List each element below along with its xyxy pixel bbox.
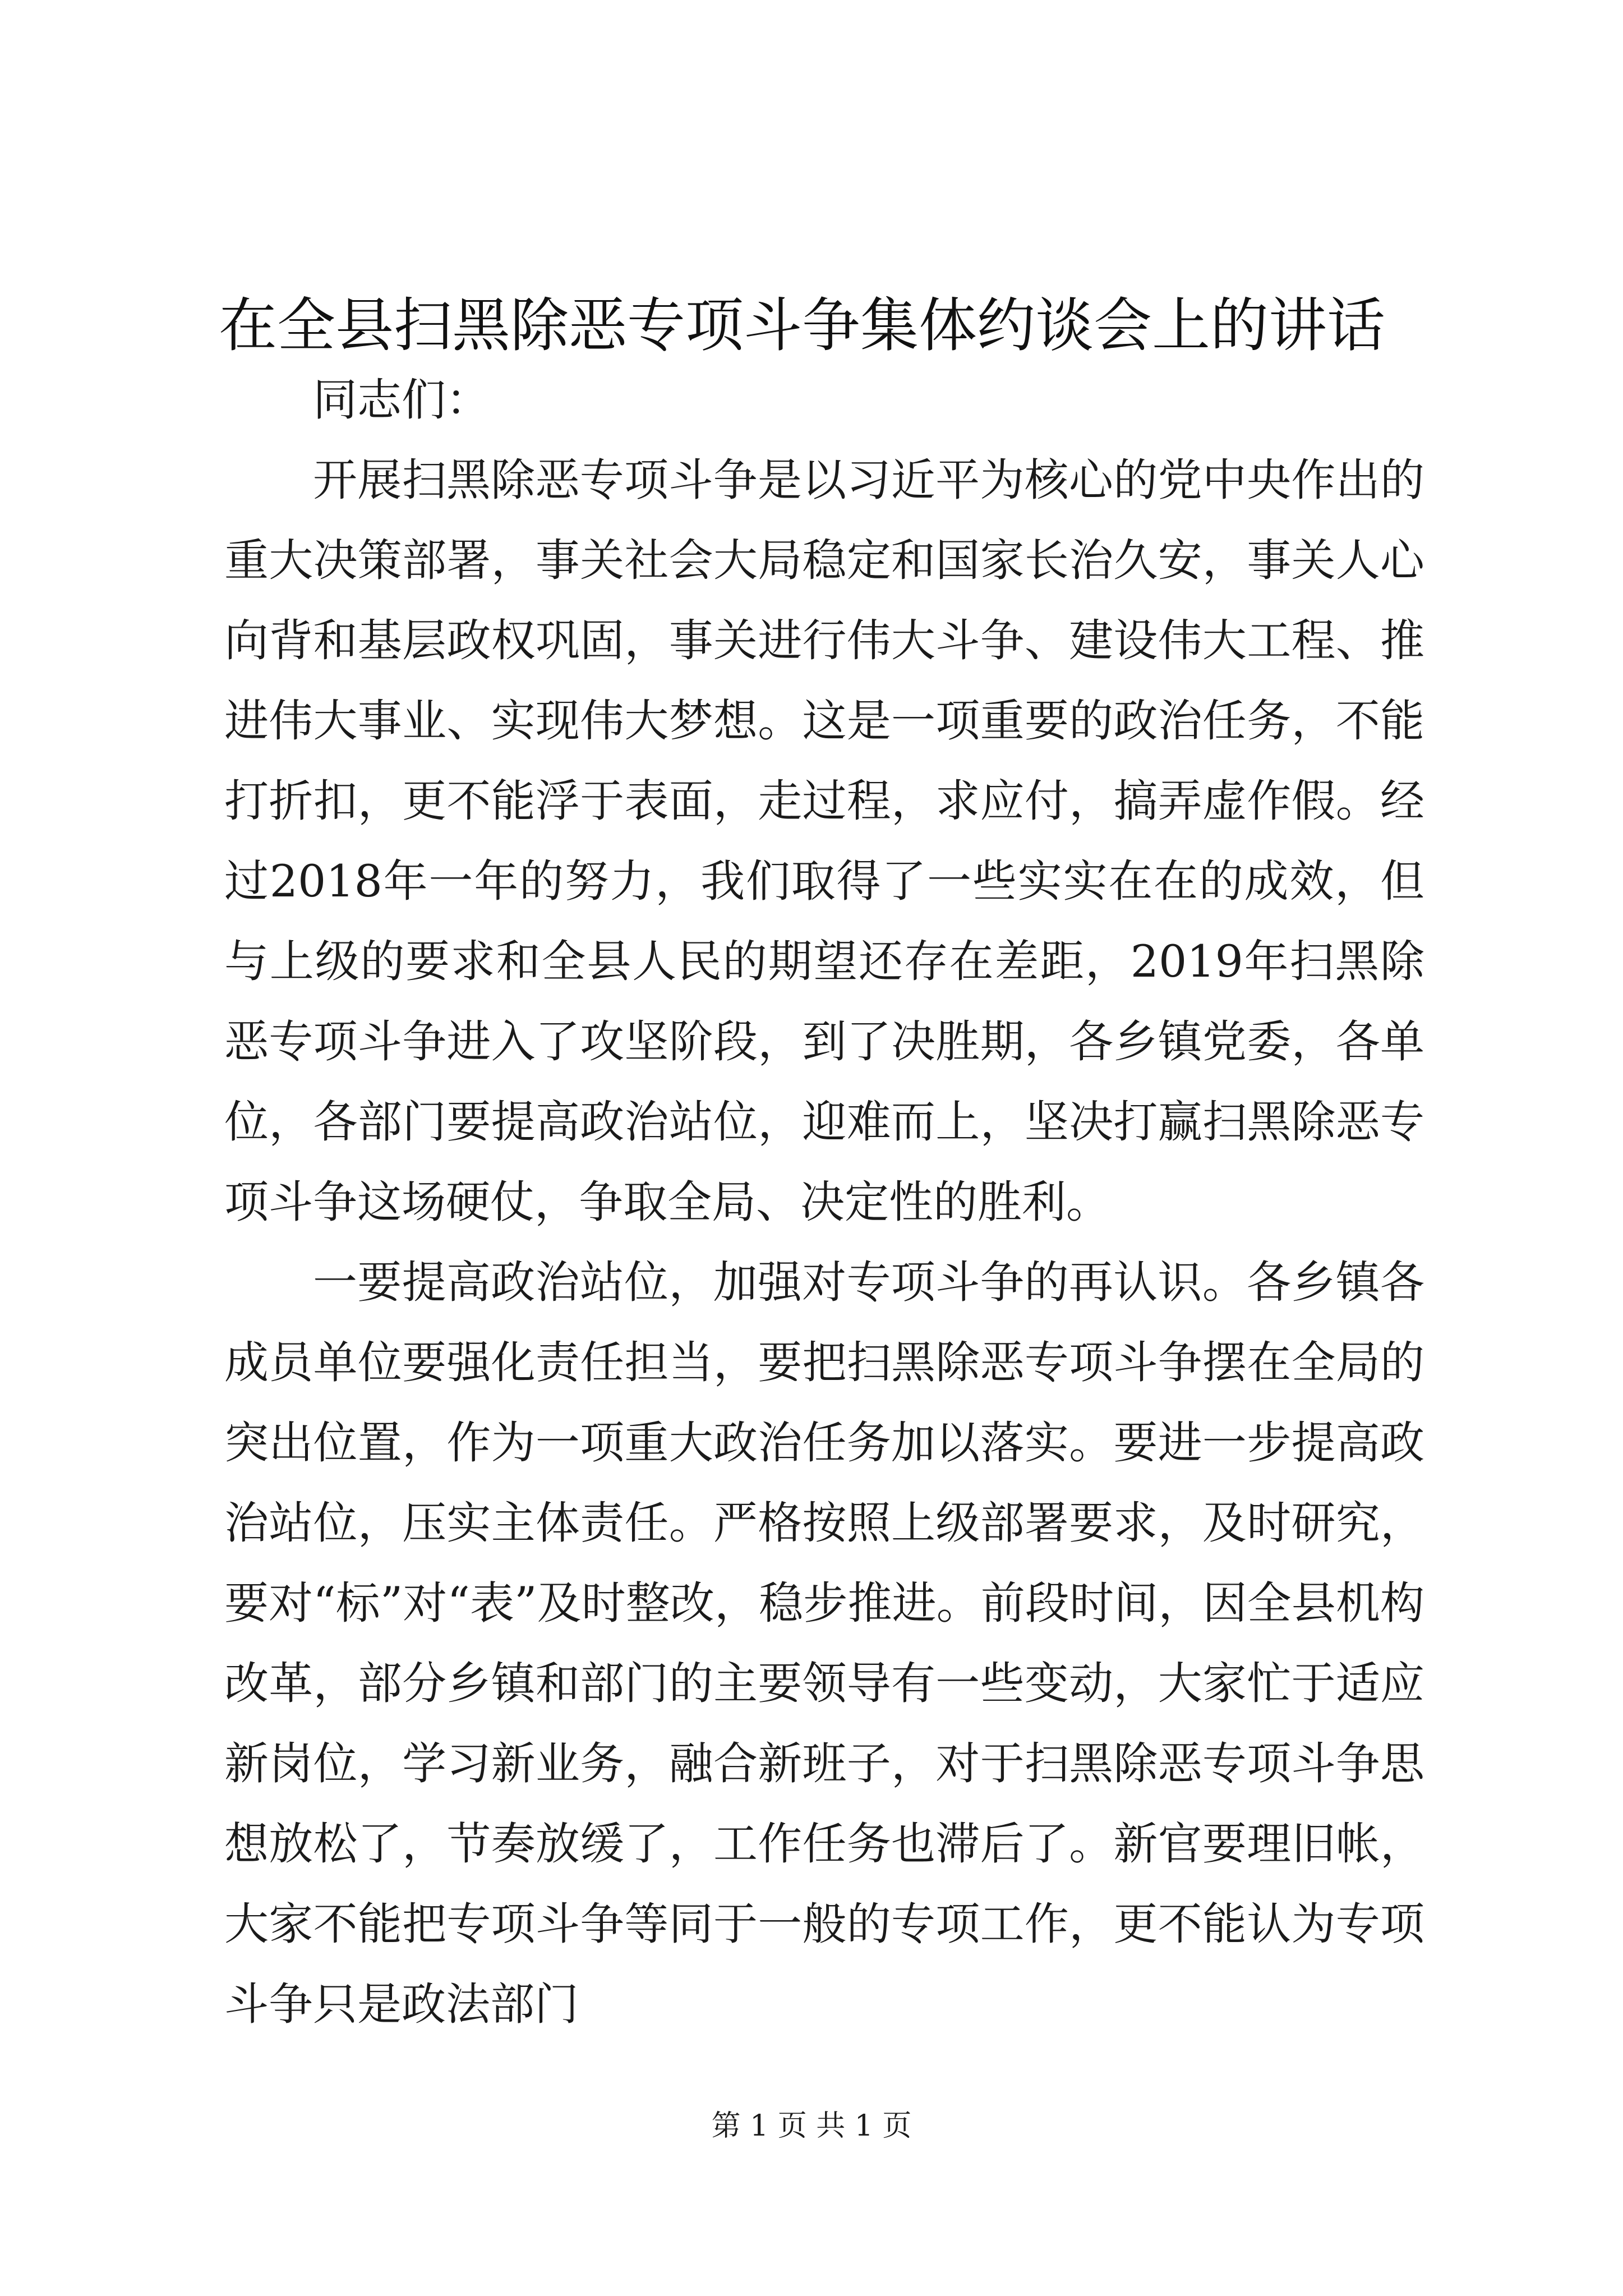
- salutation: 同志们：: [313, 374, 490, 426]
- paragraph-2: 一要提高政治站位，加强对专项斗争的再认识。各乡镇各成员单位要强化责任担当，要把扫黑除恶专项斗争摆在全局的突出位置，作为一项重大政治任务加以落实。要进一步提高政治站位，压实主体责任。严格按照上级部署要求，及时研究，要对“标”对“表”及时整改，稳步推进。前段时间，因全县机构改革，部分乡镇和部门的主要领导有一些变动，大家忙于适应新岗位，学习新业务，融合新班子，对于扫黑除恶专项斗争思想放松了，节奏放缓了，工作任务也滞后了。新官要理旧帐，大家不能把专项斗争等同于一般的专项工作，更不能认为专项斗争只是政法部门: [224, 1257, 1424, 2030]
- paragraph-1: 开展扫黑除恶专项斗争是以习近平为核心的党中央作出的重大决策部署，事关社会大局稳定和国家长治久安，事关人心向背和基层政权巩固，事关进行伟大斗争、建设伟大工程、推进伟大事业、实现伟大梦想。这是一项重要的政治任务，不能打折扣，更不能浮于表面，走过程，求应付，搞弄虚作假。经过2018年一年的努力，我们取得了一些实实在在的成效，但与上级的要求和全县人民的期望还存在差距，2019年扫黑除恶专项斗争进入了攻坚阶段，到了决胜期，各乡镇党委，各单位，各部门要提高政治站位，迎难而上，坚决打赢扫黑除恶专项斗争这场硬仗，争取全局、决定性的胜利。: [224, 454, 1424, 1228]
- page-footer: 第 1 页 共 1 页: [711, 2109, 912, 2143]
- document-title: 在全县扫黑除恶专项斗争集体约谈会上的讲话: [219, 291, 1386, 360]
- document-body: [224, 360, 1424, 2045]
